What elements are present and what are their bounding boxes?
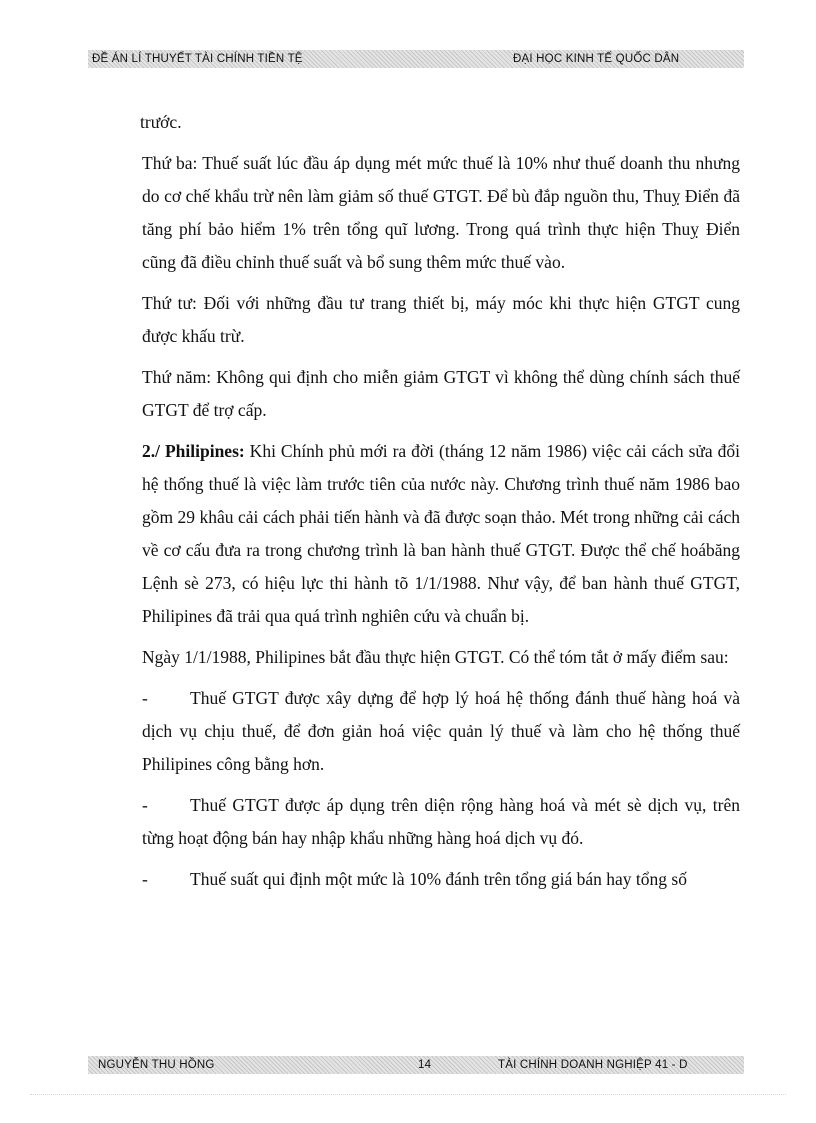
paragraph-first-line: Thứ ba: Thuế suất lúc đầu áp dụng mét mức thuế là 10% như thuế doanh thu (142, 153, 691, 173)
section-heading-philipines: 2./ Philipines: (142, 441, 245, 461)
page-number: 14 (418, 1059, 432, 1071)
document-body (142, 106, 740, 904)
paragraph-rest: sau: (700, 647, 729, 667)
paragraph-ngay (142, 641, 740, 674)
page-header (88, 50, 744, 68)
footer-class: TÀI CHÍNH DOANH NGHIỆP 41 - D (498, 1059, 688, 1071)
paragraph-first-line: Khi Chính phủ mới ra đời (tháng 12 năm 1986) việc cải cách (244, 441, 684, 461)
bullet-rest: và dịch vụ chịu thuế, để đơn giản hoá việc quản lý thuế và làm cho hệ thống thuế Philipines công bằng hơn. (142, 688, 740, 774)
bullet-rest: trên từng hoạt động bán hay nhập khẩu những hàng hoá dịch vụ đó. (142, 795, 741, 848)
bullet-item-1 (142, 682, 740, 781)
bullet-item-3 (142, 863, 740, 896)
bullet-first-line: Thuế suất qui định một mức là 10% đánh trên tổng giá bán hay tổng số (190, 869, 687, 889)
paragraph-first-line: Thứ tư: Đối với những đầu tư trang thiết bị, máy móc khi thực hiện GTGT (142, 293, 700, 313)
paragraph-philipines (142, 435, 740, 633)
paragraph-rest: thuế GTGT để trợ cấp. (142, 367, 740, 420)
bullet-first-line: Thuế GTGT được xây dựng để hợp lý hoá hệ thống đánh thuế hàng hoá (190, 688, 718, 708)
paragraph-rest: sửa đổi hệ thống thuế là việc làm trước tiên của nước này. Chương trình thuế năm 1986 bao gồm 29 khâu cải cách phải tiến hành và đã được soạn thảo. Mét trong những cải cách về cơ cấu đưa ra trong chương trình là ban hành thuế GTGT. Được thể chế hoábăng Lệnh sè 273, có hiệu lực thi hành tõ 1/1/1988. Như vậy, để ban hành thuế GTGT, Philipines đã trải qua quá trình nghiên cứu và chuẩn bị. (142, 441, 740, 626)
header-left-text: ĐỀ ÁN LÍ THUYẾT TÀI CHÍNH TIỀN TỆ (92, 53, 303, 65)
paragraph-first-line: Thứ năm: Không qui định cho miễn giảm GTGT vì không thể dùng chính sách (142, 367, 705, 387)
paragraph-rest: nhưng do cơ chế khẩu trừ nên làm giảm số thuế GTGT. Để bù đắp nguồn thu, Thuỵ Điển đã tăng phí bảo hiểm 1% trên tổng quĩ lương. Trong quá trình thực hiện Thuỵ Điển cũng đã điều chỉnh thuế suất và bổ sung thêm mức thuế vào. (142, 153, 741, 272)
footer-author: NGUYỄN THU HỒNG (98, 1059, 215, 1071)
paragraph-thu-tu (142, 287, 740, 353)
page-footer (88, 1056, 744, 1074)
paragraph-thu-ba (142, 147, 740, 279)
bullet-marker: - (142, 869, 148, 889)
paragraph-first-line: Ngày 1/1/1988, Philipines bắt đầu thực hiện GTGT. Có thể tóm tắt ở mấy điểm (142, 647, 697, 667)
bullet-marker: - (142, 688, 148, 708)
paragraph-rest: cung được khấu trừ. (142, 293, 740, 346)
paragraph-continuation: trước. (140, 112, 182, 132)
bullet-marker: - (142, 795, 148, 815)
bullet-first-line: Thuế GTGT được áp dụng trên diện rộng hàng hoá và mét sè dịch vụ, (190, 795, 707, 815)
header-right-text: ĐẠI HỌC KINH TẾ QUỐC DÂN (513, 53, 680, 65)
bullet-item-2 (142, 789, 740, 855)
paragraph-thu-nam (142, 361, 740, 427)
page-edge-divider (30, 1094, 786, 1095)
